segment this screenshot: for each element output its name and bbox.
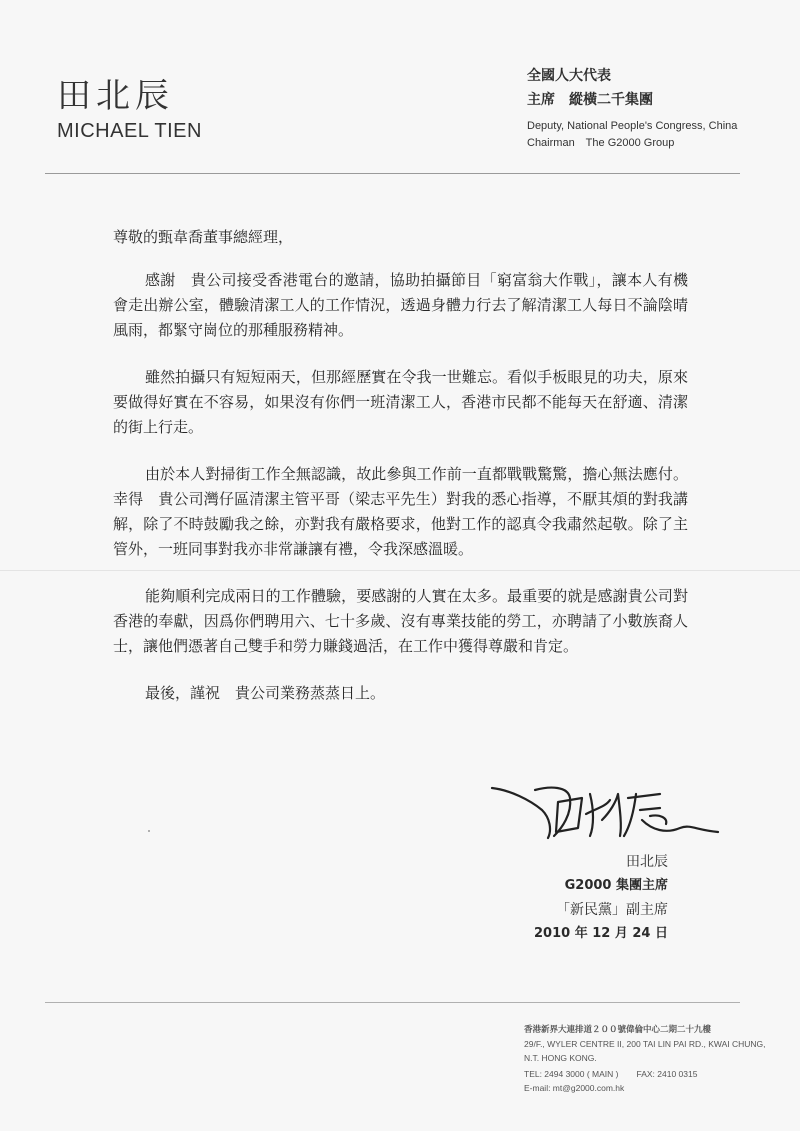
header-divider xyxy=(45,173,740,174)
closing-wish: 最後，謹祝 貴公司業務蒸蒸日上。 xyxy=(145,684,386,702)
signoff-position-g2000: G2000 集團主席 xyxy=(564,878,668,893)
salutation: 尊敬的甄韋喬董事總經理， xyxy=(113,228,294,246)
address-cn: 香港新界大連排道２００號偉倫中心二期二十九樓 xyxy=(524,1025,712,1035)
signoff-position-party: 「新民黨」副主席 xyxy=(556,902,668,918)
paragraph-4: 能夠順利完成兩日的工作體驗，要感謝的人實在太多。最重要的就是感謝貴公司對香港的奉獻，因爲你們聘用六、七十多歲、沒有專業技能的勞工，亦聘請了小數族裔人士，讓他們憑著自己雙手和勞力賺錢過活，在工作中獲得尊嚴和肯定。 xyxy=(113,587,688,655)
signoff-block xyxy=(534,850,668,946)
fax-number: FAX: 2410 0315 xyxy=(636,1069,698,1079)
address-en-line-1: 29/F., WYLER CENTRE II, 200 TAI LIN PAI RD., KWAI CHUNG, xyxy=(524,1039,766,1049)
paper-speck xyxy=(148,830,150,832)
letterhead-name-cn: 田北辰 xyxy=(57,76,174,116)
title-en-chairman: Chairman The G2000 Group xyxy=(527,137,675,149)
footer-address xyxy=(524,1023,766,1095)
handwritten-signature xyxy=(490,780,720,850)
signoff-date: 2010 年 12 月 24 日 xyxy=(534,926,668,941)
signoff-name: 田北辰 xyxy=(626,854,668,870)
paragraph-2: 雖然拍攝只有短短兩天，但那經歷實在令我一世難忘。看似手板眼見的功夫，原來要做得好實在不容易，如果沒有你們一班清潔工人，香港市民都不能每天在舒適、清潔的街上行走。 xyxy=(113,368,688,436)
address-en-line-2: N.T. HONG KONG. xyxy=(524,1053,597,1063)
letter-body xyxy=(113,225,688,706)
letterhead-titles xyxy=(527,64,737,152)
title-cn-chairman: 主席 縱橫二千集團 xyxy=(527,92,653,108)
phone-number: TEL: 2494 3000 ( MAIN ) xyxy=(524,1069,619,1079)
email-address: E-mail: mt@g2000.com.hk xyxy=(524,1083,625,1093)
letterhead-name-en: MICHAEL TIEN xyxy=(57,120,202,142)
footer-divider xyxy=(45,1002,740,1003)
paragraph-1: 感謝 貴公司接受香港電台的邀請，協助拍攝節目「窮富翁大作戰」，讓本人有機會走出辦公室，體驗清潔工人的工作情況，透過身體力行去了解清潔工人每日不論陰晴風雨，都緊守崗位的那種服務精神。 xyxy=(113,271,688,339)
title-en-deputy: Deputy, National People's Congress, China xyxy=(527,120,738,132)
title-cn-deputy: 全國人大代表 xyxy=(527,68,611,84)
paragraph-3: 由於本人對掃街工作全無認識，故此參與工作前一直都戰戰驚驚，擔心無法應付。幸得 貴公司灣仔區清潔主管平哥（梁志平先生）對我的悉心指導，不厭其煩的對我講解，除了不時鼓勵我之餘，亦對我有嚴格要求，他對工作的認真令我肅然起敬。除了主管外，一班同事對我亦非常謙讓有禮，令我深感溫暖。 xyxy=(113,465,688,558)
